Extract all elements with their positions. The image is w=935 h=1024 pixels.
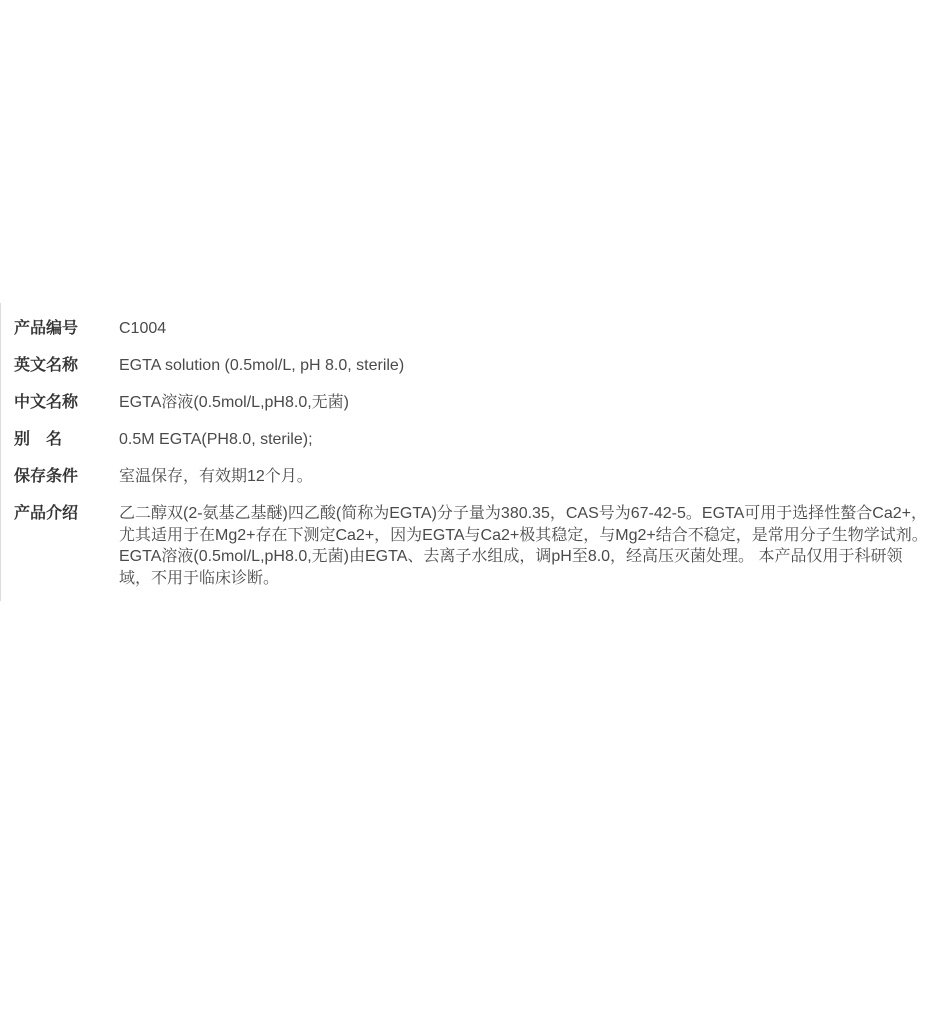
- field-value-english-name: EGTA solution (0.5mol/L, pH 8.0, sterile): [119, 357, 405, 374]
- field-label-product-number: 产品编号: [14, 320, 79, 337]
- field-value-alias: 0.5M EGTA(PH8.0, sterile);: [119, 431, 313, 448]
- field-label-storage-conditions: 保存条件: [14, 468, 79, 485]
- field-value-product-number: C1004: [119, 320, 167, 337]
- product-info-table: [0, 303, 935, 601]
- field-value-chinese-name: EGTA溶液(0.5mol/L,pH8.0,无菌): [119, 394, 349, 411]
- field-label-chinese-name: 中文名称: [14, 394, 79, 411]
- field-label-english-name: 英文名称: [14, 357, 79, 374]
- field-label-product-introduction: 产品介绍: [14, 505, 79, 522]
- table-row-product-number: [1, 310, 935, 347]
- table-row-product-introduction: [1, 495, 935, 591]
- field-value-product-introduction: 乙二醇双(2-氨基乙基醚)四乙酸(简称为EGTA)分子量为380.35，CAS号为67-42-5。EGTA可用于选择性螯合Ca2+，尤其适用于在Mg2+存在下测定Ca2+，因为EGTA与Ca2+极其稳定，与Mg2+结合不稳定，是常用分子生物学试剂。EGTA溶液(0.5mol/L,pH8.0,无菌)由EGTA、去离子水组成，调pH至8.0，经高压灭菌处理。 本产品仅用于科研领域，不用于临床诊断。: [119, 505, 928, 587]
- field-value-storage-conditions: 室温保存，有效期12个月。: [119, 468, 313, 485]
- table-row-chinese-name: [1, 384, 935, 421]
- table-row-alias: [1, 421, 935, 458]
- table-row-storage-conditions: [1, 458, 935, 495]
- field-label-alias: 别 名: [14, 431, 63, 448]
- table-row-english-name: [1, 347, 935, 384]
